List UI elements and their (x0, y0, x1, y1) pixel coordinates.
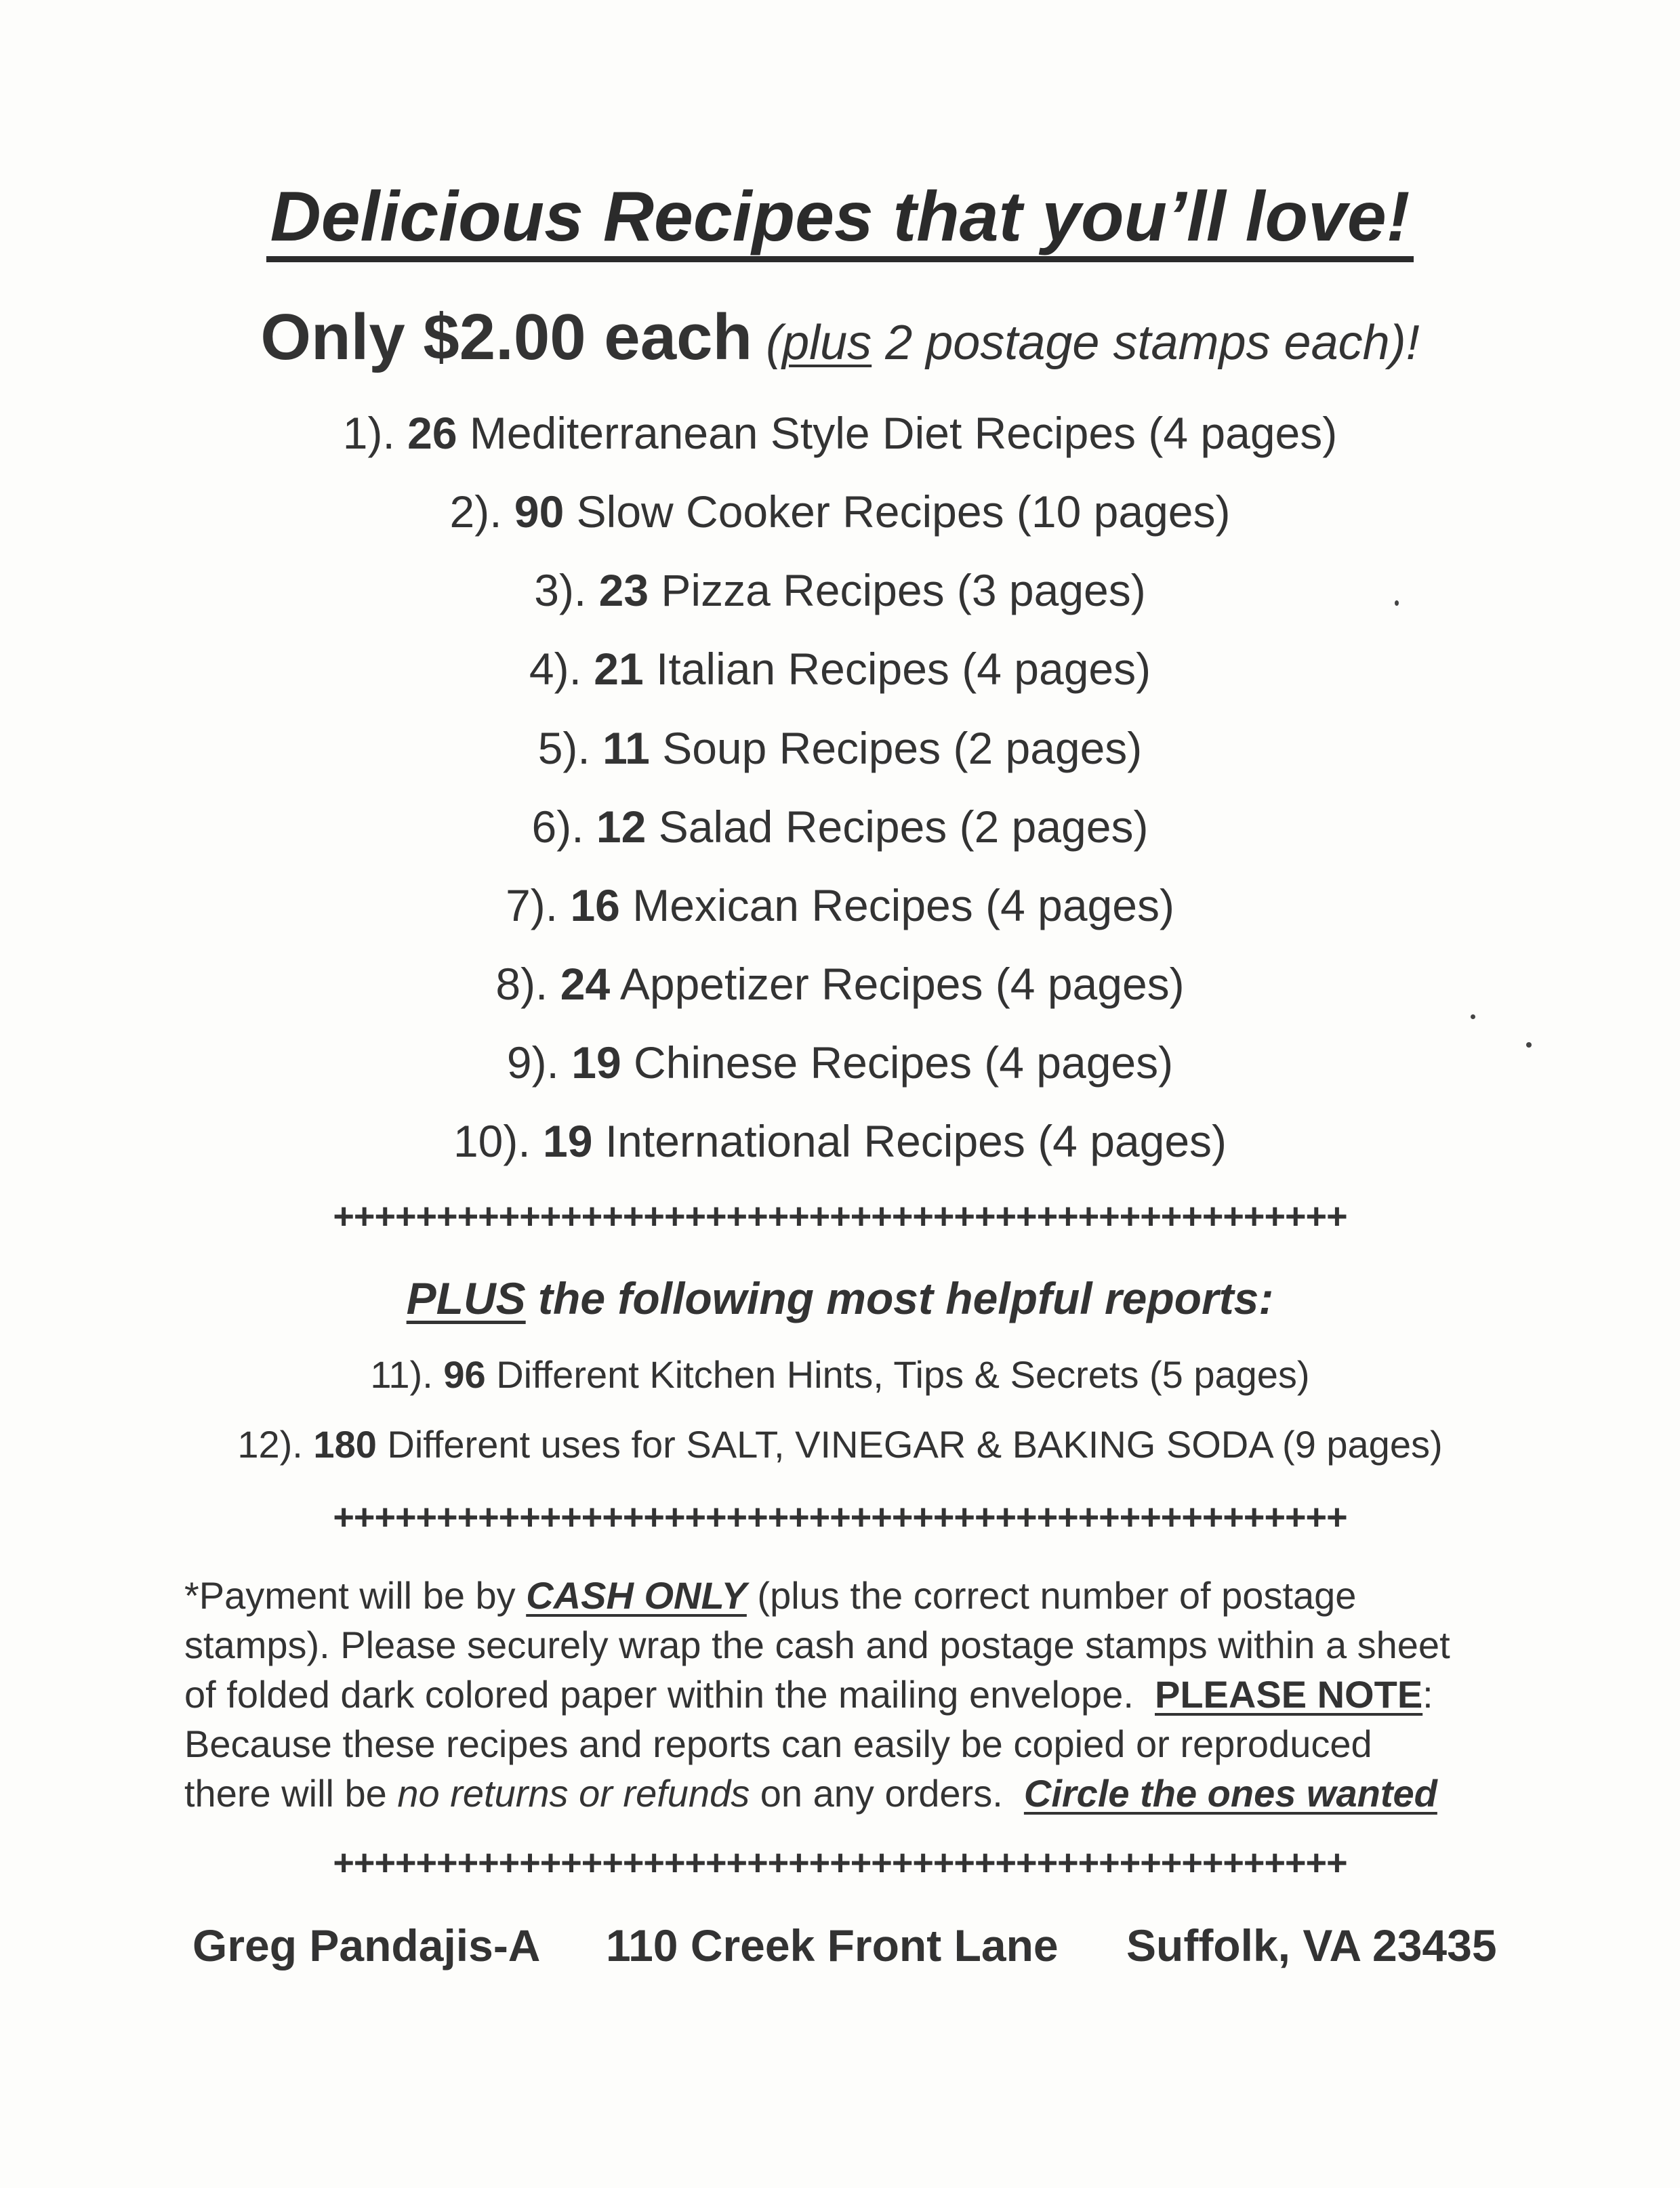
recipe-item (0, 1037, 1680, 1088)
recipe-item (0, 880, 1680, 930)
recipe-number: 9). (506, 1037, 559, 1088)
payment-text: *Payment will be by (184, 1574, 527, 1617)
recipe-number: 3). (534, 565, 587, 615)
recipe-number: 1). (342, 408, 395, 458)
recipe-text: Salad Recipes (2 pages) (658, 802, 1149, 852)
separator-line: +++++++++++++++++++++++++++++++++++++++++++++++++ (333, 1499, 1347, 1535)
report-number: 12). (237, 1423, 303, 1466)
recipe-text: Pizza Recipes (3 pages) (661, 565, 1146, 615)
report-count: 180 (313, 1423, 377, 1466)
recipe-count: 23 (598, 565, 649, 615)
report-count: 96 (443, 1353, 486, 1396)
recipe-count: 26 (407, 408, 457, 458)
separator-line: +++++++++++++++++++++++++++++++++++++++++++++++++ (333, 1198, 1347, 1235)
recipe-item (0, 1116, 1680, 1166)
recipe-number: 7). (506, 880, 558, 930)
payment-line: stamps). Please securely wrap the cash and postage stamps within a sheet (184, 1624, 1450, 1666)
footer-city: Suffolk, VA 23435 (1126, 1920, 1497, 1970)
scan-speck (1526, 1042, 1532, 1048)
recipe-text: International Recipes (4 pages) (605, 1116, 1227, 1166)
payment-text: (plus the correct number of postage (746, 1574, 1357, 1617)
recipe-text: Mediterranean Style Diet Recipes (4 pages) (469, 408, 1338, 458)
recipe-text: Slow Cooker Recipes (10 pages) (576, 487, 1231, 537)
payment-text: there will be (184, 1772, 398, 1815)
recipe-text: Appetizer Recipes (4 pages) (619, 959, 1185, 1009)
recipe-number: 6). (531, 802, 584, 852)
report-text: Different Kitchen Hints, Tips & Secrets (5 pages) (496, 1353, 1310, 1396)
report-item (0, 1353, 1680, 1396)
recipe-item (0, 408, 1680, 458)
recipe-text: Chinese Recipes (4 pages) (634, 1037, 1174, 1088)
price-line (0, 301, 1680, 373)
recipe-text: Soup Recipes (2 pages) (662, 723, 1143, 773)
recipe-number: 8). (495, 959, 548, 1009)
scan-speck (1471, 1014, 1475, 1019)
flyer-title-text: Delicious Recipes that you’ll love! (266, 178, 1414, 262)
no-returns-emphasis: no returns or refunds (397, 1772, 750, 1815)
recipe-item (0, 723, 1680, 773)
recipe-text: Mexican Recipes (4 pages) (632, 880, 1174, 930)
footer-name: Greg Pandajis-A (192, 1920, 541, 1970)
separator-line: +++++++++++++++++++++++++++++++++++++++++++++++++ (333, 1844, 1347, 1881)
payment-line (184, 1670, 1513, 1719)
payment-line (184, 1571, 1513, 1620)
recipe-count: 24 (560, 959, 611, 1009)
circle-instruction: Circle the ones wanted (1023, 1772, 1437, 1815)
recipe-number: 4). (529, 644, 581, 694)
recipe-item (0, 802, 1680, 852)
recipe-number: 5). (537, 723, 590, 773)
payment-line (184, 1769, 1513, 1818)
payment-terms (184, 1571, 1513, 1818)
payment-text: on any orders. (750, 1772, 1024, 1815)
recipe-text: Italian Recipes (4 pages) (656, 644, 1151, 694)
recipe-number: 2). (449, 487, 502, 537)
recipe-number: 10). (453, 1116, 531, 1166)
report-text: Different uses for SALT, VINEGAR & BAKING SODA (9 pages) (387, 1423, 1443, 1466)
payment-text: : (1422, 1673, 1433, 1716)
flyer-title (0, 178, 1680, 256)
report-number: 11). (370, 1353, 433, 1396)
please-note-emphasis: PLEASE NOTE (1155, 1673, 1423, 1716)
reports-heading-text: the following most helpful reports: (525, 1273, 1274, 1323)
recipe-count: 19 (543, 1116, 593, 1166)
price-note-open: ( (752, 316, 783, 370)
price-note-rest: 2 postage stamps each)! (872, 316, 1420, 370)
payment-text: of folded dark colored paper within the mailing envelope. (184, 1673, 1155, 1716)
recipe-item (0, 565, 1680, 615)
cash-only-emphasis: CASH ONLY (526, 1574, 747, 1617)
price-note (752, 316, 1420, 370)
report-item (0, 1423, 1680, 1466)
recipe-count: 90 (514, 487, 565, 537)
price-main: Only $2.00 each (260, 301, 753, 373)
reports-heading (0, 1273, 1680, 1323)
recipe-count: 19 (571, 1037, 621, 1088)
recipe-count: 21 (594, 644, 644, 694)
recipe-item (0, 487, 1680, 537)
recipe-count: 12 (596, 802, 647, 852)
recipe-item (0, 644, 1680, 694)
footer-street: 110 Creek Front Lane (606, 1920, 1059, 1970)
recipe-item (0, 959, 1680, 1009)
scan-speck (1395, 600, 1399, 606)
price-plus-word: plus (782, 316, 872, 370)
reports-heading-plus: PLUS (406, 1273, 526, 1323)
recipe-count: 16 (570, 880, 620, 930)
recipe-count: 11 (602, 723, 650, 773)
payment-line: Because these recipes and reports can easily be copied or reproduced (184, 1722, 1372, 1765)
